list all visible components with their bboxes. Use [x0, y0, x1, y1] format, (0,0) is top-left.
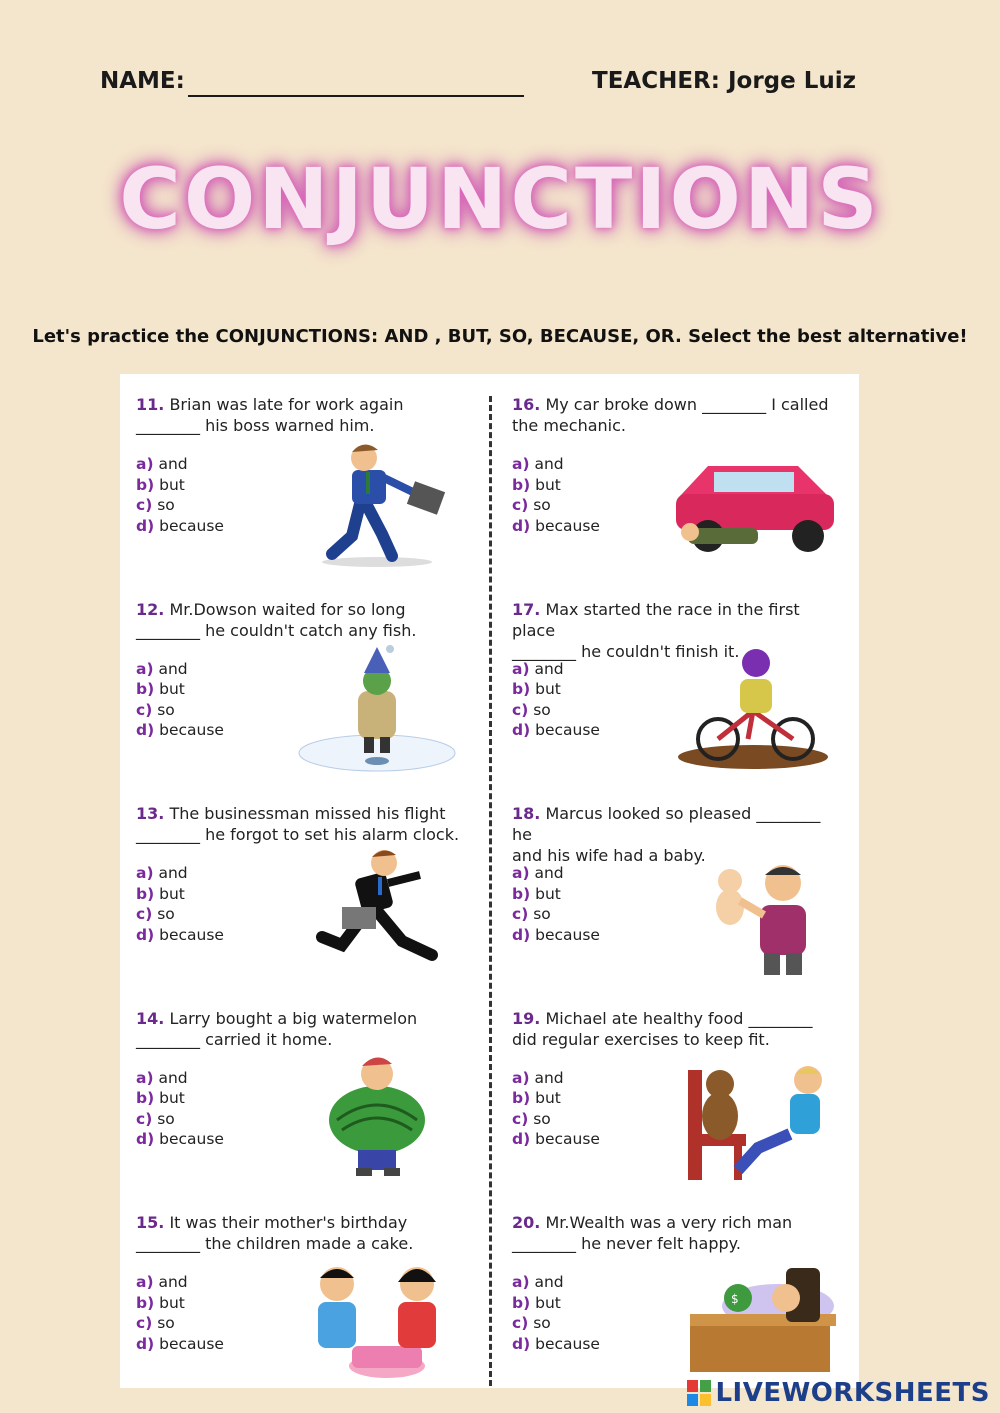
- question-line-1: Max started the race in the first place: [512, 599, 800, 640]
- option-text: and: [534, 864, 564, 882]
- question-line-2: ________ carried it home.: [136, 1029, 333, 1049]
- answer-option-but[interactable]: [512, 1293, 600, 1314]
- answer-option-because[interactable]: [512, 516, 600, 537]
- option-text: so: [157, 1314, 175, 1332]
- question-line-2: and his wife had a baby.: [512, 846, 706, 865]
- answer-option-and[interactable]: [136, 454, 224, 475]
- answer-options: [512, 659, 600, 741]
- option-text: because: [535, 721, 600, 739]
- answer-option-so[interactable]: [136, 1109, 224, 1130]
- question-19: [496, 988, 846, 1192]
- option-letter: c): [512, 905, 529, 923]
- option-text: because: [159, 1130, 224, 1148]
- answer-options: [512, 454, 600, 536]
- answer-option-and[interactable]: [512, 1068, 600, 1089]
- answer-option-but[interactable]: [136, 884, 224, 905]
- answer-option-so[interactable]: [136, 904, 224, 925]
- option-text: and: [158, 455, 188, 473]
- option-letter: c): [136, 1109, 153, 1128]
- question-line-1: My car broke down ________ I called: [545, 395, 829, 414]
- option-text: and: [158, 659, 188, 678]
- answer-option-so[interactable]: [136, 495, 224, 516]
- answer-option-so[interactable]: [512, 700, 600, 721]
- name-label: NAME:: [100, 68, 185, 94]
- instructions: Let's practice the CONJUNCTIONS: AND , BUT, SO, BECAUSE, OR. Select the best alternative!: [32, 326, 968, 347]
- question-text: [136, 599, 466, 641]
- option-letter: a): [512, 659, 530, 678]
- option-text: because: [159, 516, 224, 535]
- option-letter: a): [136, 455, 154, 473]
- question-line-2: ________ he couldn't catch any fish.: [136, 620, 417, 640]
- answer-option-but[interactable]: [136, 1293, 224, 1314]
- option-letter: b): [136, 1089, 155, 1107]
- option-text: so: [533, 700, 551, 719]
- name-blank-line[interactable]: [188, 95, 524, 97]
- option-letter: d): [512, 721, 531, 739]
- question-11: [120, 374, 470, 578]
- option-text: but: [535, 680, 561, 698]
- option-letter: d): [512, 1130, 531, 1148]
- question-number: 11.: [136, 395, 165, 414]
- man-doing-situps-with-dog-illustration: [668, 1050, 838, 1182]
- ice-fisherman-illustration: [292, 641, 462, 773]
- question-line-1: Brian was late for work again: [169, 395, 404, 414]
- question-text: [136, 1008, 466, 1050]
- option-letter: a): [512, 864, 530, 882]
- option-letter: a): [136, 864, 154, 882]
- question-line-2: the mechanic.: [512, 416, 626, 435]
- option-text: but: [535, 1089, 561, 1107]
- option-letter: c): [512, 1109, 529, 1128]
- answer-options: [512, 1068, 600, 1150]
- question-text: [136, 803, 466, 845]
- answer-options: [512, 1272, 600, 1354]
- option-text: and: [534, 1273, 564, 1291]
- answer-option-because[interactable]: [512, 720, 600, 741]
- question-line-1: Michael ate healthy food ________: [545, 1008, 813, 1028]
- question-number: 18.: [512, 804, 541, 823]
- question-17: [496, 579, 846, 783]
- answer-options: [136, 1068, 224, 1150]
- question-20: [496, 1192, 846, 1396]
- option-letter: a): [512, 1273, 530, 1291]
- question-line-1: Larry bought a big watermelon: [169, 1008, 418, 1028]
- answer-option-but[interactable]: [512, 1088, 600, 1109]
- option-letter: d): [136, 1130, 155, 1148]
- rich-man-at-desk-illustration: [668, 1254, 838, 1386]
- man-holding-baby-illustration: [668, 845, 838, 977]
- option-letter: d): [512, 925, 531, 944]
- question-text: [512, 1008, 842, 1050]
- option-letter: b): [136, 884, 155, 903]
- question-number: 14.: [136, 1008, 165, 1028]
- answer-option-and[interactable]: [136, 863, 224, 884]
- question-line-2: ________ his boss warned him.: [136, 416, 375, 435]
- question-line-2: ________ he forgot to set his alarm clock.: [136, 825, 460, 844]
- option-letter: c): [136, 905, 153, 923]
- option-text: and: [158, 1273, 188, 1291]
- question-line-1: Marcus looked so pleased ________ he: [512, 804, 821, 844]
- option-text: so: [533, 1109, 551, 1128]
- answer-options: [136, 454, 224, 536]
- question-line-2: ________ he never felt happy.: [512, 1234, 741, 1253]
- answer-options: [512, 863, 600, 945]
- answer-option-and[interactable]: [512, 1272, 600, 1293]
- question-15: [120, 1192, 470, 1396]
- option-letter: b): [136, 680, 155, 698]
- option-text: because: [159, 1334, 224, 1353]
- answer-option-because[interactable]: [136, 925, 224, 946]
- svg-text:$: $: [731, 1292, 739, 1306]
- option-text: but: [535, 884, 561, 903]
- question-text: [512, 1212, 842, 1254]
- option-letter: b): [512, 680, 531, 698]
- option-text: and: [534, 455, 564, 473]
- answer-option-and[interactable]: [136, 1272, 224, 1293]
- answer-option-but[interactable]: [136, 679, 224, 700]
- mechanic-under-car-illustration: [668, 436, 838, 568]
- option-text: because: [159, 721, 224, 739]
- question-text: [512, 394, 842, 436]
- option-text: so: [533, 1314, 551, 1332]
- answer-option-so[interactable]: [512, 1313, 600, 1334]
- option-text: but: [159, 475, 185, 494]
- option-text: but: [159, 884, 185, 903]
- option-text: so: [533, 905, 551, 923]
- question-line-1: The businessman missed his flight: [169, 804, 446, 823]
- answer-option-because[interactable]: [136, 1129, 224, 1150]
- answer-option-because[interactable]: [512, 1334, 600, 1355]
- liveworksheets-icon: [687, 1380, 711, 1406]
- option-text: and: [158, 864, 188, 882]
- answer-options: [136, 1272, 224, 1354]
- option-letter: a): [512, 455, 530, 473]
- answer-option-because[interactable]: [512, 1129, 600, 1150]
- option-letter: b): [136, 475, 155, 494]
- question-number: 12.: [136, 599, 165, 619]
- option-text: but: [535, 475, 561, 494]
- question-number: 20.: [512, 1213, 541, 1232]
- worksheet-title: CONJUNCTIONS: [119, 150, 881, 248]
- option-letter: c): [512, 1314, 529, 1332]
- question-14: [120, 988, 470, 1192]
- question-line-2: did regular exercises to keep fit.: [512, 1029, 770, 1049]
- answer-option-and[interactable]: [512, 659, 600, 680]
- answer-option-but[interactable]: [136, 475, 224, 496]
- question-line-1: It was their mother's birthday: [169, 1213, 408, 1232]
- option-letter: d): [136, 1334, 155, 1353]
- answer-option-because[interactable]: [136, 1334, 224, 1355]
- question-number: 19.: [512, 1008, 541, 1028]
- option-text: because: [535, 516, 600, 535]
- option-letter: c): [136, 700, 153, 719]
- option-text: so: [157, 1109, 175, 1128]
- running-businessman-briefcase-illustration: [292, 436, 462, 568]
- question-number: 17.: [512, 599, 541, 619]
- option-letter: b): [512, 475, 531, 494]
- questions-sheet: [120, 374, 859, 1388]
- worksheet-header: [100, 68, 900, 102]
- question-16: [496, 374, 846, 578]
- brand-text: LIVEWORKSHEETS: [715, 1378, 990, 1408]
- option-letter: d): [136, 925, 155, 944]
- answer-options: [136, 863, 224, 945]
- answer-option-and[interactable]: [136, 1068, 224, 1089]
- option-letter: a): [136, 1273, 154, 1291]
- option-letter: c): [512, 700, 529, 719]
- option-text: so: [533, 496, 551, 514]
- option-text: but: [159, 680, 185, 698]
- option-text: so: [157, 700, 175, 719]
- option-letter: d): [512, 516, 531, 535]
- question-text: [136, 1212, 466, 1254]
- answer-option-so[interactable]: [512, 495, 600, 516]
- answer-option-because[interactable]: [136, 720, 224, 741]
- option-text: but: [159, 1293, 185, 1312]
- question-18: [496, 783, 846, 987]
- cyclist-in-mud-illustration: [668, 641, 838, 773]
- option-text: but: [535, 1293, 561, 1312]
- option-letter: c): [136, 496, 153, 514]
- question-line-2: ________ the children made a cake.: [136, 1234, 414, 1253]
- option-letter: b): [512, 1089, 531, 1107]
- answer-option-but[interactable]: [512, 679, 600, 700]
- answer-option-because[interactable]: [512, 925, 600, 946]
- question-line-1: Mr.Wealth was a very rich man: [545, 1213, 793, 1232]
- option-text: because: [535, 925, 600, 944]
- answer-option-so[interactable]: [512, 904, 600, 925]
- question-number: 15.: [136, 1213, 165, 1232]
- option-letter: a): [136, 1068, 154, 1087]
- option-text: so: [157, 496, 175, 514]
- question-text: [136, 394, 466, 436]
- option-letter: c): [136, 1314, 153, 1332]
- teacher-label: TEACHER: Jorge Luiz: [592, 68, 857, 94]
- option-text: so: [157, 905, 175, 923]
- question-line-2: ________ he couldn't finish it.: [512, 641, 740, 661]
- option-letter: b): [136, 1293, 155, 1312]
- option-letter: c): [512, 496, 529, 514]
- option-text: and: [158, 1068, 188, 1087]
- option-letter: d): [512, 1334, 531, 1353]
- option-text: because: [535, 1334, 600, 1353]
- option-letter: d): [136, 721, 155, 739]
- answer-option-but[interactable]: [512, 884, 600, 905]
- option-letter: a): [136, 659, 154, 678]
- option-text: and: [534, 659, 564, 678]
- option-letter: d): [136, 516, 155, 535]
- answer-option-so[interactable]: [136, 700, 224, 721]
- question-number: 13.: [136, 804, 165, 823]
- liveworksheets-logo: [687, 1377, 990, 1409]
- option-text: because: [535, 1130, 600, 1148]
- question-12: [120, 579, 470, 783]
- option-text: because: [159, 925, 224, 944]
- running-businessman-suit-illustration: [292, 845, 462, 977]
- answer-option-and[interactable]: [512, 863, 600, 884]
- answer-options: [136, 659, 224, 741]
- answer-option-so[interactable]: [136, 1313, 224, 1334]
- option-text: but: [159, 1089, 185, 1107]
- boy-carrying-watermelon-illustration: [292, 1050, 462, 1182]
- answer-option-but[interactable]: [136, 1088, 224, 1109]
- option-text: and: [534, 1068, 564, 1087]
- answer-option-so[interactable]: [512, 1109, 600, 1130]
- option-letter: b): [512, 1293, 531, 1312]
- question-number: 16.: [512, 395, 541, 414]
- answer-option-and[interactable]: [512, 454, 600, 475]
- column-divider: [489, 396, 492, 1386]
- children-making-cake-illustration: [292, 1254, 462, 1386]
- question-line-1: Mr.Dowson waited for so long: [169, 599, 406, 619]
- option-letter: b): [512, 884, 531, 903]
- answer-option-but[interactable]: [512, 475, 600, 496]
- question-13: [120, 783, 470, 987]
- answer-option-and[interactable]: [136, 659, 224, 680]
- option-letter: a): [512, 1068, 530, 1087]
- answer-option-because[interactable]: [136, 516, 224, 537]
